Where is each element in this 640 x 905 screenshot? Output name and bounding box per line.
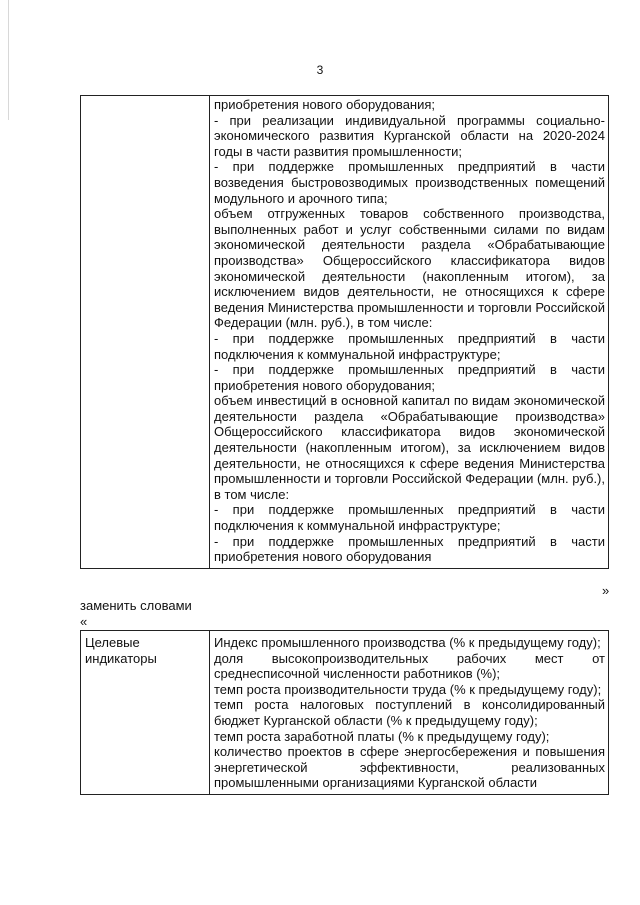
indicator-line: темп роста налоговых поступлений в консолидированный бюджет Курганской области (% к предыдущему году);	[214, 697, 605, 728]
scan-edge-mark	[8, 0, 9, 120]
program-indicators-table-continued	[80, 95, 609, 569]
target-indicators-label: Целевые индикаторы	[81, 631, 210, 795]
indicator-line: доля высокопроизводительных рабочих мест от среднесписочной численности работников (%);	[214, 650, 605, 682]
indicators-text-cell	[210, 96, 609, 569]
indicator-line: приобретения нового оборудования;	[214, 97, 436, 112]
page-number: 3	[316, 63, 324, 77]
target-indicators-text-cell	[210, 631, 609, 795]
indicator-line: темп роста производительности труда (% к предыдущему году);	[214, 681, 602, 697]
table-row	[81, 96, 609, 569]
indicator-line: темп роста заработной платы (% к предыдущему году);	[214, 728, 550, 744]
table-row	[81, 631, 609, 795]
indicator-line: - при поддержке промышленных предприятий в части подключения к коммунальной инфраструктуре;	[214, 330, 605, 362]
indicator-line: Индекс промышленного производства (% к предыдущему году);	[214, 635, 601, 650]
indicator-line: объем отгруженных товаров собственного производства, выполненных работ и услуг собственными силами по видам экономической деятельности раздела «Обрабатывающие производства» Общероссийского классификатора видов экономической деятельности (накопленным итогом), за исключением видов деятельности, не относящихся к сфере ведения Министерства промышленности и торговли Российской Федерации (млн. руб.), в том числе:	[214, 206, 605, 331]
replace-with-words-phrase: заменить словами	[80, 598, 192, 613]
indicator-line: - при поддержке промышленных предприятий в части приобретения нового оборудования	[214, 533, 605, 565]
indicator-line: - при поддержке промышленных предприятий в части приобретения нового оборудования;	[214, 362, 605, 393]
indicator-line: количество проектов в сфере энергосбережения и повышения энергетической эффективности, реализованных промышленными организациями Курганской области	[214, 744, 605, 791]
indicator-line: - при реализации индивидуальной программы социально-экономического развития Курганской области на 2020-2024 годы в части развития промышленности;	[214, 112, 605, 159]
closing-quote-mark: »	[602, 583, 610, 598]
indicator-line: объем инвестиций в основной капитал по видам экономической деятельности раздела «Обрабатывающие производства» Общероссийского классификатора видов экономической деятельности (накопленным итогом), за исключением видов деятельности, не относящихся к сфере ведения Министерства промышленности и торговли Российской Федерации (млн. руб.), в том числе:	[214, 393, 605, 502]
indicator-line: - при поддержке промышленных предприятий в части возведения быстровозводимых производственных помещений модульного и арочного типа;	[214, 159, 605, 206]
opening-quote-mark: «	[80, 614, 88, 629]
indicator-line: - при поддержке промышленных предприятий в части подключения к коммунальной инфраструктуре;	[214, 502, 605, 534]
target-indicators-table	[80, 630, 609, 795]
empty-label-cell	[81, 96, 210, 569]
